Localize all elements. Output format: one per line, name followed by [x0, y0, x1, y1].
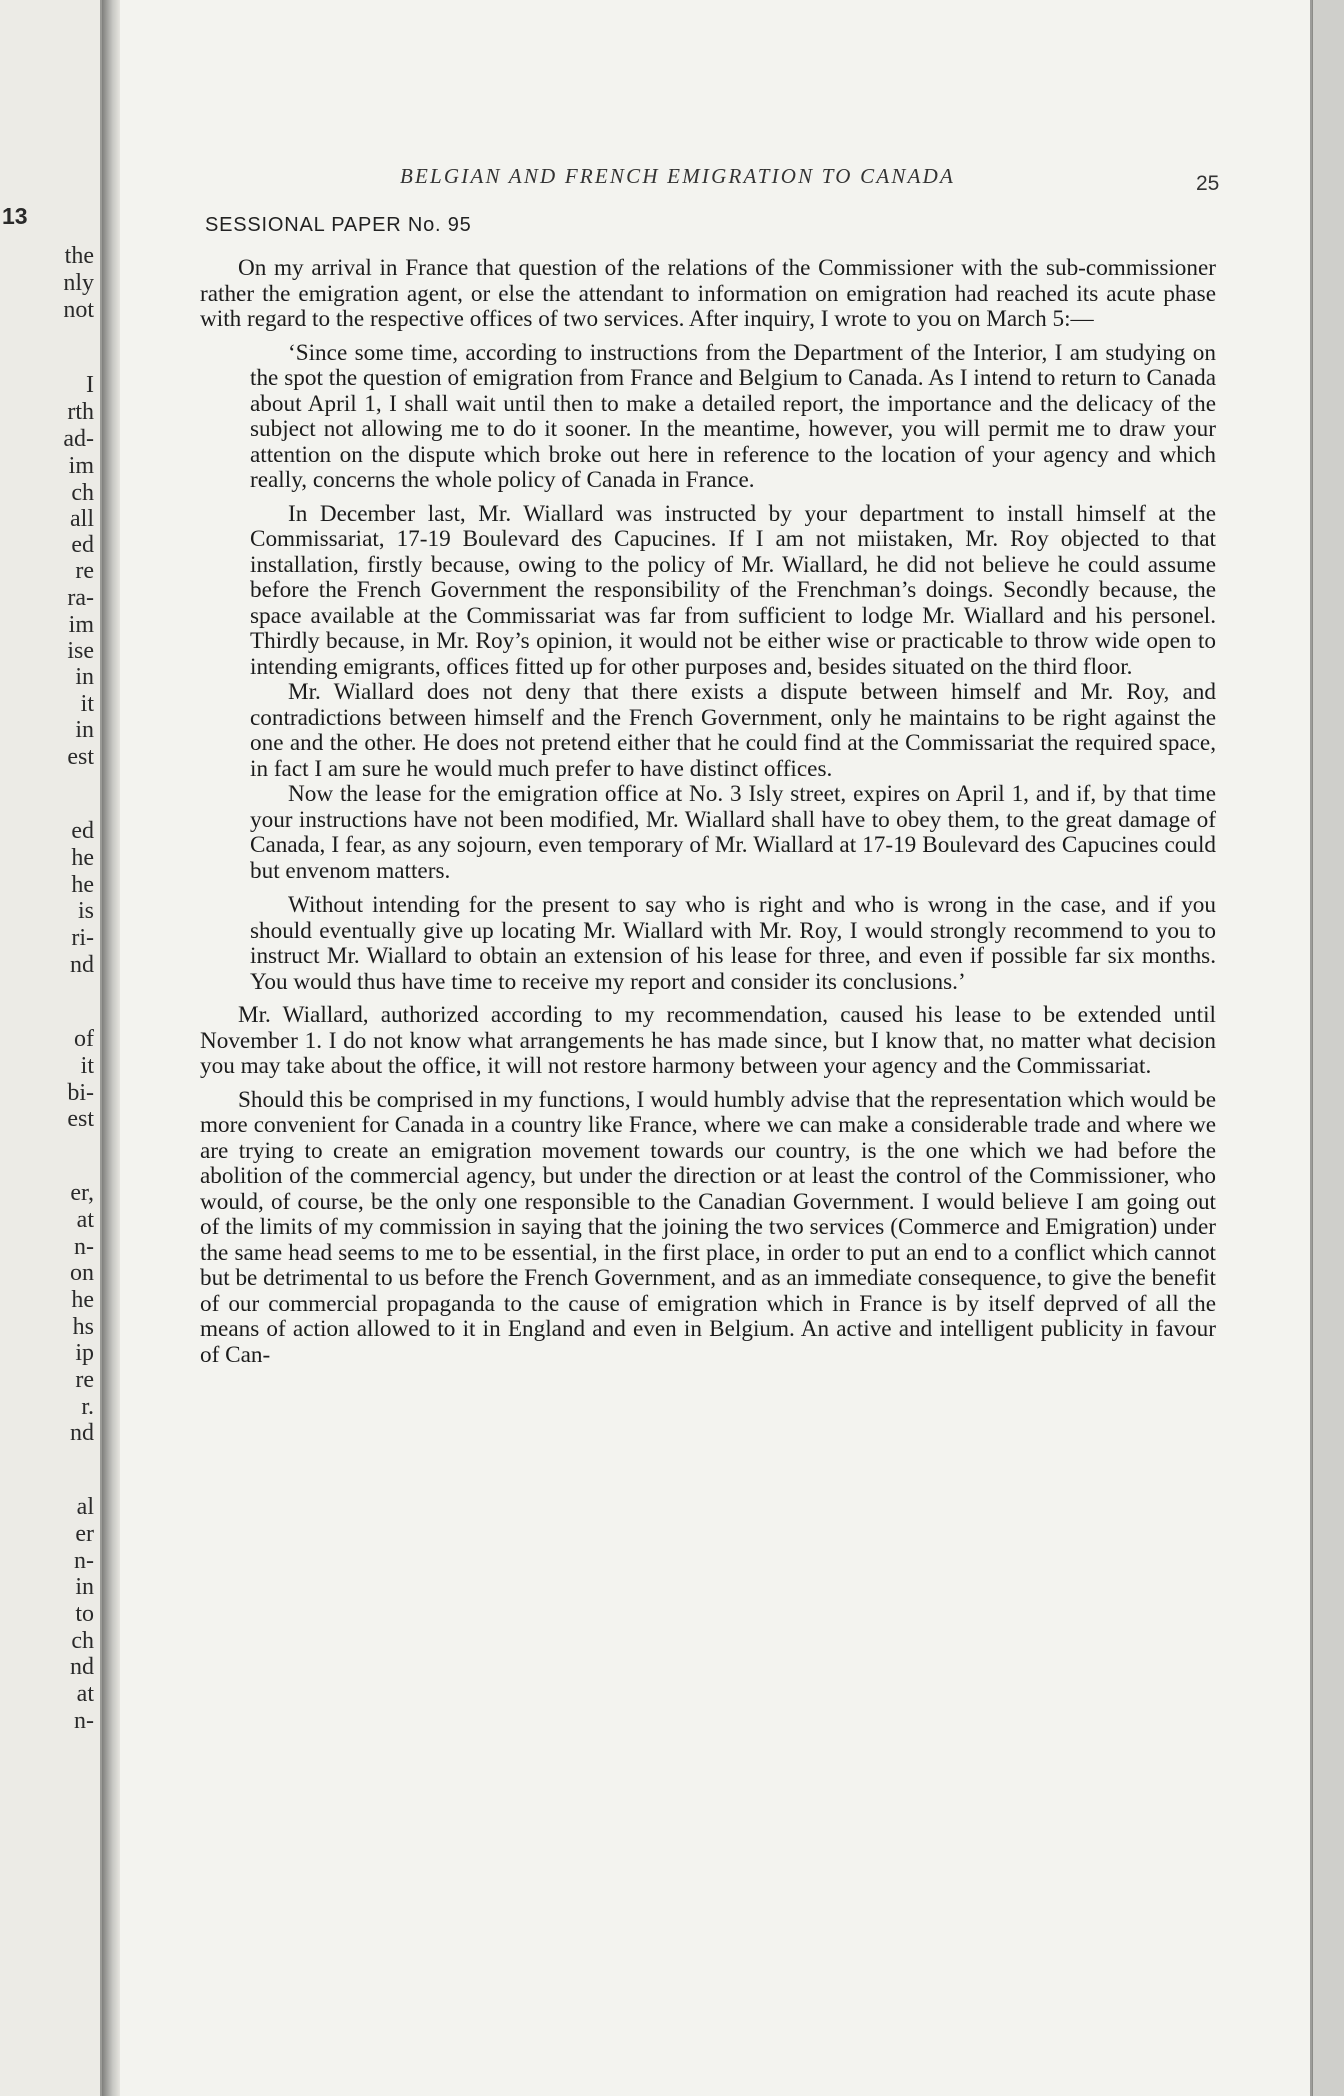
facing-page-line-fragment: in	[75, 664, 94, 690]
facing-page-line-fragment: rth	[67, 399, 94, 425]
quoted-paragraph: In December last, Mr. Wiallard was instructed by your department to install himself at the Commissariat, 17-19 Boulevard des Capucines. If I am not miistaken, Mr. Roy objected to that installation, firstly because, owing to the policy of Mr. Wiallard, he did not believe he could assume before the French Government the responsibility of the Frenchman’s doings. Secondly because, the space available at the Commissariat was far from sufficient to lodge Mr. Wiallard and his personel. Thirdly because, in Mr. Roy’s opinion, it would not be either wise or practicable to throw wide open to intending emigrants, offices fitted up for other purposes and, besides situated on the third floor.	[250, 500, 1216, 680]
facing-page-line-fragment: on	[70, 1260, 94, 1286]
facing-page-line-fragment: r.	[81, 1394, 94, 1420]
facing-page-line-fragment: est	[67, 1106, 94, 1132]
paragraph: On my arrival in France that question of the relations of the Commissioner with the sub-commissioner rather the emigration agent, or else the attendant to information on emigration had reached its acute phase with regard to the respective offices of two services. After inquiry, I wrote to you on March 5:—	[200, 255, 1216, 332]
facing-page-line-fragment: hs	[72, 1314, 94, 1340]
facing-page-line-fragment: to	[75, 1601, 94, 1627]
facing-page-line-fragment: nly	[63, 270, 94, 296]
facing-page-line-fragment: al	[76, 1494, 94, 1520]
paragraph: Should this be comprised in my functions, I would humbly advise that the representation which would be more convenient for Canada in a country like France, where we can make a considerable trade and where we are trying to create an emigration movement towards our country, is the one which we had before the abolition of the commercial agency, but under the direction or at least the control of the Commissioner, who would, of course, be the only one responsible to the Canadian Government. I would believe I am going out of the limits of my commission in saying that the joining the two services (Commerce and Emigration) under the same head seems to me to be essential, in the first place, in order to put an end to a conflict which cannot but be detrimental to us before the French Government, and as an immediate consequence, to give the benefit of our commercial propaganda to the cause of emigration which in France is by itself deprved of all the means of action allowed to it in England and even in Belgium. An active and intelligent publicity in favour of Can-	[200, 1086, 1216, 1368]
facing-page-line-fragment: bi-	[67, 1080, 94, 1106]
facing-page-line-fragment: nd	[70, 1420, 94, 1446]
facing-page-line-fragment: ise	[67, 638, 94, 664]
facing-page-line-fragment: n-	[74, 1708, 94, 1734]
facing-page-line-fragment: n-	[74, 1234, 94, 1260]
facing-page-line-fragment: at	[76, 1681, 94, 1707]
facing-page-line-fragment: im	[68, 612, 94, 638]
facing-page-line-fragment: nd	[70, 1654, 94, 1680]
facing-page-line-fragment: he	[71, 845, 94, 871]
facing-page-line-fragment: ip	[75, 1340, 94, 1366]
facing-page-line-fragment: I	[86, 372, 94, 398]
book-gutter	[102, 0, 120, 2096]
facing-page-line-fragment: he	[71, 872, 94, 898]
facing-page-line-fragment: it	[80, 1053, 94, 1079]
facing-page-line-fragment: it	[80, 691, 94, 717]
facing-page-line-fragment: at	[76, 1207, 94, 1233]
body-text	[200, 256, 1216, 1368]
quoted-paragraph: ‘Since some time, according to instructions from the Department of the Interior, I am studying on the spot the question of emigration from France and Belgium to Canada. As I intend to return to Canada about April 1, I shall wait until then to make a detailed report, the importance and the delicacy of the subject not allowing me to do it sooner. In the meantime, however, you will permit me to draw your attention on the dispute which broke out here in reference to the location of your agency and which really, concerns the whole policy of Canada in France.	[250, 339, 1216, 493]
facing-page-number: 13	[2, 203, 28, 229]
facing-page-line-fragment: er	[75, 1521, 94, 1547]
facing-page-line-fragment: ch	[71, 480, 94, 506]
facing-page-line-fragment: n-	[74, 1548, 94, 1574]
facing-page-line-fragment: ad-	[63, 426, 94, 452]
facing-page-line-fragment: nd	[70, 952, 94, 978]
running-head: BELGIAN AND FRENCH EMIGRATION TO CANADA	[400, 164, 955, 188]
facing-page-line-fragment: ch	[71, 1628, 94, 1654]
facing-page-line-fragment: ra-	[67, 585, 94, 611]
facing-page-line-fragment: in	[75, 717, 94, 743]
quoted-paragraph: Now the lease for the emigration office at No. 3 Isly street, expires on April 1, and if, by that time your instructions have not been modified, Mr. Wiallard shall have to obey them, to the great damage of Canada, I fear, as any sojourn, even temporary of Mr. Wiallard at 17-19 Boulevard des Capucines could but envenom matters.	[250, 781, 1216, 884]
facing-page-line-fragment: of	[74, 1026, 94, 1052]
facing-page-line-fragment: is	[77, 898, 94, 924]
facing-page-line-fragment: he	[71, 1287, 94, 1313]
facing-page-line-fragment: ed	[71, 818, 94, 844]
facing-page-line-fragment: er,	[70, 1180, 94, 1206]
facing-page-line-fragment: est	[67, 744, 94, 770]
page-edge	[1312, 0, 1344, 2096]
facing-page-line-fragment: in	[75, 1574, 94, 1600]
facing-page-fragment	[0, 0, 102, 2096]
page-number: 25	[1196, 172, 1220, 195]
facing-page-line-fragment: all	[70, 506, 94, 532]
facing-page-line-fragment: ri-	[71, 925, 94, 951]
facing-page-line-fragment: the	[64, 243, 94, 269]
facing-page-line-fragment: not	[63, 297, 94, 323]
facing-page-line-fragment: im	[68, 453, 94, 479]
facing-page-line-fragment: re	[75, 558, 94, 584]
quoted-paragraph: Mr. Wiallard does not deny that there exists a dispute between himself and Mr. Roy, and contradictions between himself and the French Government, only he maintains to be right against the one and the other. He does not pretend either that he could find at the Commissariat the required space, in fact I am sure he would much prefer to have distinct offices.	[250, 679, 1216, 782]
sessional-paper-label: SESSIONAL PAPER No. 95	[205, 214, 472, 236]
facing-page-line-fragment: ed	[71, 532, 94, 558]
facing-page-line-fragment: re	[75, 1367, 94, 1393]
quoted-paragraph: Without intending for the present to say who is right and who is wrong in the case, and if you should eventually give up locating Mr. Wiallard with Mr. Roy, I would strongly recommend to you to instruct Mr. Wiallard to obtain an extension of his lease for three, and even if possible far six months. You would thus have time to receive my report and consider its conclusions.’	[250, 892, 1216, 995]
paragraph: Mr. Wiallard, authorized according to my recommendation, caused his lease to be extended until November 1. I do not know what arrangements he has made since, but I know that, no matter what decision you may take about the office, it will not restore harmony between your agency and the Commissariat.	[200, 1002, 1216, 1079]
